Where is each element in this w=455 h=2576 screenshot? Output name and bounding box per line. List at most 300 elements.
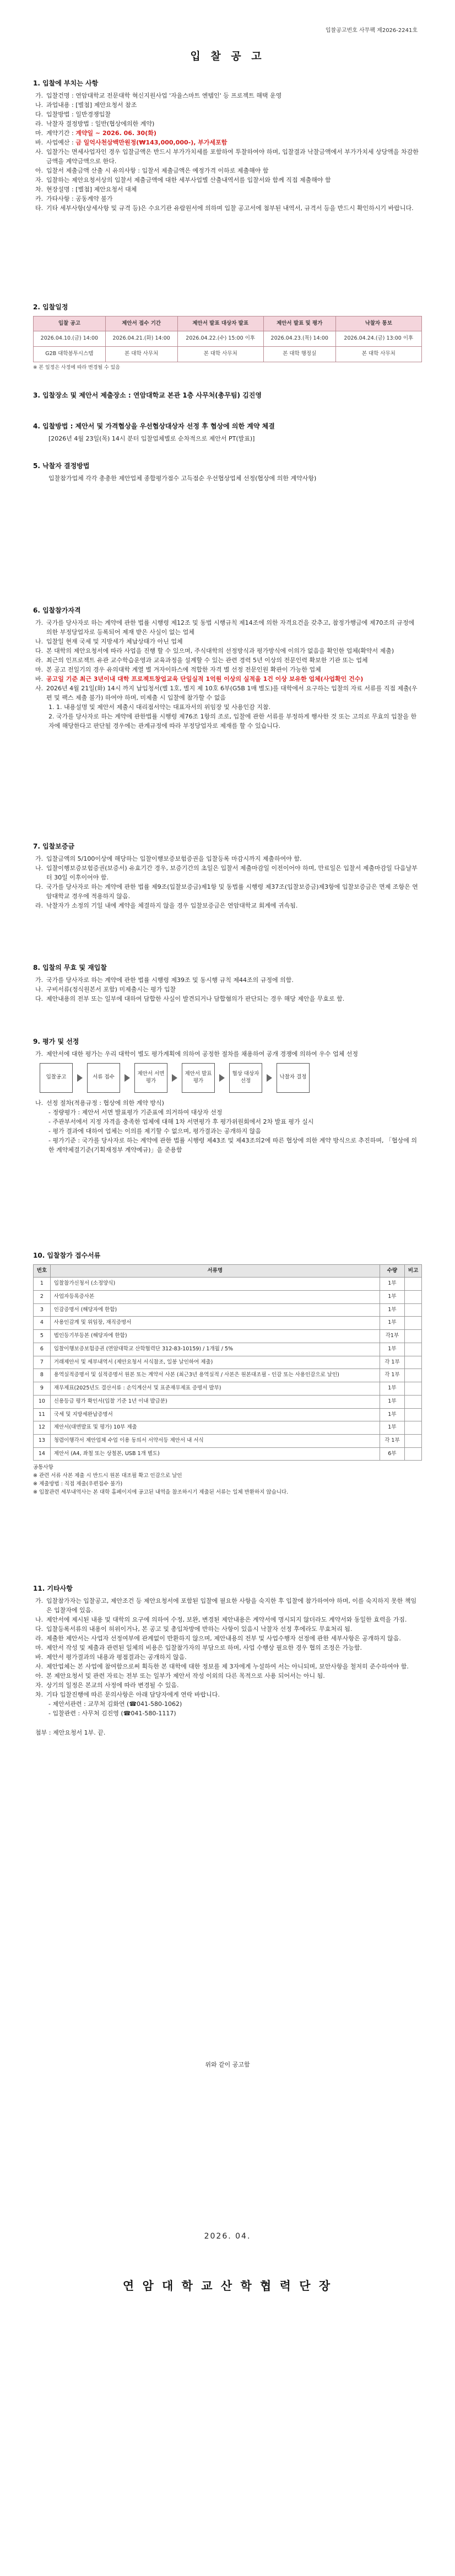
table-cell: 신용등급 평가 확인서(입찰 기준 1년 이내 발급분) [50,1395,380,1408]
item-body: 입찰참가자는 입찰공고, 제안조건 등 제안요청서에 포함된 입찰에 필요한 사항을 숙지한 후 입찰에 참가하여야 하며, 이를 숙지하지 못한 책임은 입찰자에 있음. [46,1597,417,1614]
list-item [33,166,422,175]
item-marker: 사. [35,1662,44,1670]
item-text [46,656,422,665]
item-body: 입찰서 제출금액 산출 시 유의사항 : 입찰서 제출금액은 예정가격 이하로 제출해야 함 [46,167,269,174]
schedule-table [33,316,422,362]
section-schedule [33,302,422,372]
table-cell: 각 1부 [380,1356,405,1369]
item-marker: 나. [35,1099,44,1107]
page-title: 입 찰 공 고 [190,50,265,62]
item-text [46,1098,422,1108]
item-body: 현장설명 : [별첨] 제안요청서 대체 [46,186,137,194]
table-row [34,1395,422,1408]
item-text [46,194,422,203]
schedule-cell: 2026.04.10.(금) 14:00 [34,331,106,347]
section-invalid [33,963,422,1003]
flow-arrow-icon [77,1074,83,1082]
item-body: 본 공고 전일기의 경우 유의대학 계열 별 겨자이하스에 적합한 자격 별 선정 전문인원 확관이 가능한 업체 [46,666,321,673]
list-item [33,110,422,119]
table-row [34,1343,422,1356]
table-cell: 법인등기부등본 (해당자에 한함) [50,1330,380,1343]
list-subitem: 2. 국가를 당사자로 하는 계약에 관한법률 시행령 제76조 1항의 조로, 입찰에 관한 서류를 부정하게 행사한 것 또는 고의로 무효의 입찰을 한 자에 해당한다고 판단될 경우에는 관계규정에 따라 부정당업자로 제재를 할 수 있습니다. [48,713,417,730]
item-body: 제안서에 대한 평가는 우리 대학이 별도 평가계획에 의하여 공정한 절차를 채용하여 공개 경쟁에 의하여 우수 업체 선정 [46,1050,358,1058]
section-heading: 3. 입찰장소 및 제안서 제출장소 : 연암대학교 본관 1층 사무처(총무팀) 김진영 [33,391,262,399]
item-text [46,1596,422,1615]
documents-column-header: 서류명 [50,1264,380,1278]
item-text [46,901,422,910]
list-item [33,985,422,994]
section-heading: 1. 입찰에 부치는 사항 [33,79,99,87]
table-cell: 사업자등록증사본 [50,1291,380,1304]
item-text [46,863,422,882]
table-row [34,1317,422,1330]
flow-step: 입찰공고 [40,1063,73,1093]
table-cell [405,1369,422,1382]
item-marker: 바. [35,138,44,146]
list-item [33,975,422,985]
list-item [33,901,422,910]
item-marker: 마. [35,1644,44,1651]
item-marker: 라. [35,656,44,664]
item-text [46,618,422,637]
list-item [33,618,422,637]
item-marker: 나. [35,985,44,993]
list-item [33,203,422,213]
table-row [34,1278,422,1291]
table-cell: 거래제안서 및 세부내역서 (제안요청서 서식참조, 일봉 날인하여 제출) [50,1356,380,1369]
item-body: 제안내용의 전부 또는 일부에 대하여 담합한 사실이 발견되거나 담합혐의가 판단되는 경우 해당 제안을 무효로 함. [46,995,345,1002]
item-marker: 라. [35,120,44,127]
section-heading: 11. 기타사항 [33,1585,73,1592]
item-text [46,1652,422,1662]
schedule-note: ※ 본 일정은 사정에 따라 변경될 수 있음 [33,364,120,371]
schedule-cell: 본 대학 사무처 [105,347,177,362]
list-item [33,1615,422,1624]
flow-arrow-icon [267,1074,272,1082]
item-body: 기타 입찰진행에 따른 문의사항은 아래 담당자에게 연락 바랍니다. [46,1691,220,1699]
flow-arrow-icon [219,1074,225,1082]
section-heading: 7. 입찰보증금 [33,842,75,850]
table-cell [405,1382,422,1396]
schedule-cell: 본 대학 사무처 [177,347,263,362]
list-item [33,1643,422,1652]
table-row [34,1356,422,1369]
item-body: 사업예산 : [46,138,76,146]
item-marker: 나. [35,637,44,645]
section-method [33,421,422,443]
list-item [33,1652,422,1662]
table-cell: 재무제표(2025년도 결산서류 : 손익계산서 및 표준재무제표 증명서 발부) [50,1382,380,1396]
table-row [34,1291,422,1304]
item-body: 국가를 당사자로 하는 계약에 관한 법률 시행령 제12조 및 동법 시행규칙 제14조에 의한 자격요건을 갖추고, 참정가행금에 제70조의 규정에 의한 부정당업자로 등록되어 제재 받은 사실이 없는 업체 [46,619,415,636]
item-text [46,674,422,684]
item-body: 제출한 제안서는 사업자 선정여부에 관계없이 반환하지 않으며, 제안내용의 전부 및 사업수행자 선정에 관한 세부사항은 공개하지 않음. [46,1634,401,1642]
list-item [33,1671,422,1681]
schedule-cell: 2026.04.22.(수) 15:00 이후 [177,331,263,347]
item-marker: 아. [35,167,44,174]
table-cell: 청렴이행각서 제안업체 수업 이용 동의서 서약서등 제안서 내 서식 [50,1434,380,1447]
list-subitem: - 제안서관련 : 교무처 김화연 (☎041-580-1062) [48,1700,182,1708]
item-marker: 다. [35,110,44,118]
documents-note: 공통사항 [33,1464,53,1471]
item-body: 선정 절차(적용규정 : 협상에 의한 계약 방식) [46,1099,164,1107]
item-body: 입찰금액의 5/100이상에 해당하는 입찰이행보증보험증권을 입찰등록 마감시까지 제출하여야 함. [46,855,302,862]
item-marker: 아. [35,1672,44,1679]
item-body: 상기의 일정은 본교의 사정에 따라 변경될 수 있음. [46,1682,179,1689]
table-cell: 제안서(대면발표 및 평가) 10부 제출 [50,1421,380,1435]
list-item [33,1596,422,1615]
item-text [46,1662,422,1671]
table-cell [405,1330,422,1343]
table-cell [405,1291,422,1304]
item-marker: 마. [35,666,44,673]
table-row [34,1447,422,1461]
evaluation-flow [40,1063,422,1093]
section-heading: 9. 평가 및 선정 [33,1038,79,1045]
table-cell: 1부 [380,1291,405,1304]
table-cell: 입찰이행보증보험증권 (연암대학교 산학협력단 312-83-10159) / 1개월 / 5% [50,1343,380,1356]
item-text [46,1615,422,1624]
list-item [33,194,422,203]
list-subitem: - 평가기준 : 국가를 당사자로 하는 계약에 관한 법률 시행령 제43조 및 제43조의2에 따른 협상에 의한 계약 방식으로 추진하며, 「협상에 의한 계약체결기준(기획재정부 계약예규)」을 준용함 [48,1136,418,1153]
item-marker: 카. [35,195,44,203]
section-eligibility [33,605,422,731]
item-text [46,975,422,985]
section-heading: 4. 입찰방법 : 제안서 및 가격협상을 우선협상대상자 선정 후 협상에 의한 계약 체결 [33,422,275,430]
table-cell [405,1343,422,1356]
table-row [34,1369,422,1382]
table-cell: 11 [34,1408,51,1421]
list-item [33,994,422,1003]
item-text [46,637,422,646]
list-item [33,1634,422,1643]
item-marker: 가. [35,1050,44,1058]
table-cell: 4 [34,1317,51,1330]
list-item [33,646,422,656]
item-body: 기타 세부사항(상세사항 및 규격 등)은 수요기관 유람원서에 의하며 입찰 공고서에 첨부된 내역서, 규격서 등을 반드시 확인하시기 바랍니다. [46,205,414,212]
table-row [34,1421,422,1435]
item-marker: 가. [35,619,44,626]
table-row [34,1330,422,1343]
item-body: 낙찰자가 소정의 기일 내에 계약을 체결하지 않을 경우 입찰보증금은 연암대학교 회계에 귀속됨. [46,901,298,909]
item-text [46,100,422,110]
list-item [33,1049,422,1059]
item-body: 제안서 작성 및 제출과 관련된 일체의 비용은 입찰참가자의 부담으로 하며, 사업 수행상 필요한 경우 협의 조정은 가능함. [46,1644,362,1651]
item-marker: 사. [35,684,44,692]
item-marker: 다. [35,883,44,890]
item-text [46,985,422,994]
table-cell: 각 1부 [380,1369,405,1382]
item-body: 국가를 당사자로 하는 계약에 관한 법률 제9조(입찰보증금)제1항 및 동법률 시행령 제37조(입찰보증금)제3항에 입찰보증금은 면제 조항은 연암대학교 경우에 적용하지 않음. [46,883,418,900]
item-body: 본 대학의 제안요청서에 따라 사업을 진행 할 수 있으며, 주식대학의 선정방식과 평가방식에 이의가 없음을 확인한 업체(확약서 제출) [46,647,394,654]
item-text [46,1681,422,1690]
schedule-cell: 2026.04.24.(금) 13:00 이후 [335,331,421,347]
list-subitem: - 주관부서에서 지정 자격을 충족한 업체에 대해 1차 서면평가 후 평가위원회에서 2차 발표 평가 실시 [48,1118,314,1125]
list-item [33,656,422,665]
item-text [46,119,422,128]
item-text [46,1624,422,1634]
item-body: 과업내용 : [별첨] 제안요청서 참조 [46,101,137,109]
item-marker: 나. [35,864,44,872]
list-item [33,91,422,100]
item-marker: 가. [35,976,44,984]
item-marker: 나. [35,1616,44,1623]
table-cell: 1 [34,1278,51,1291]
item-text [46,882,422,901]
table-cell: 사용인감계 및 위임장, 재직증명서 [50,1317,380,1330]
table-cell: 10 [34,1395,51,1408]
table-cell: 13 [34,1434,51,1447]
table-cell: 1부 [380,1408,405,1421]
item-highlight: 금 일억사천삼백만원정(₩143,000,000-), 부가세포함 [75,138,228,146]
section-evaluation [33,1037,422,1155]
item-text [46,1671,422,1681]
table-cell: 1부 [380,1343,405,1356]
table-row [34,1408,422,1421]
list-item [33,863,422,882]
section-bid-items [33,78,422,213]
item-marker: 사. [35,148,44,155]
item-text [46,1634,422,1643]
flow-step: 낙찰자 결정 [277,1063,310,1093]
schedule-cell: G2B 대학봉투시스템 [34,347,106,362]
item-text [46,203,422,213]
schedule-cell: 2026.04.23.(목) 14:00 [263,331,335,347]
item-text [46,854,422,863]
table-cell [405,1421,422,1435]
list-item [33,119,422,128]
attachment-line: 첨부 : 제안요청서 1부. 끝. [35,1729,106,1737]
item-body: 제안업체는 본 사업에 참여함으로써 획득한 본 대학에 대한 정보를 제 3자에게 누설하여 서는 아니되며, 보안사항을 철저히 준수하여야 함. [46,1662,409,1670]
item-marker: 차. [35,186,44,194]
item-body: 입찰가는 면세사업자인 경우 입찰금액은 반드시 부가가치세를 포함하여 투찰하여야 하며, 입찰결과 낙찰금액에서 부가가치세 상당액을 차감한 금액을 계약금액으로 한다. [46,148,419,165]
list-item [33,882,422,901]
section-deposit [33,841,422,910]
table-cell: 입찰참가신청서 (소정양식) [50,1278,380,1291]
item-text [46,684,422,702]
item-body: 계약기간 : [46,129,76,137]
item-marker: 차. [35,1691,44,1699]
list-item [33,1098,422,1108]
documents-table [33,1264,422,1461]
flow-step: 서류 접수 [87,1063,120,1093]
table-cell: 1부 [380,1303,405,1317]
table-row [34,1382,422,1396]
item-text [46,646,422,656]
item-body: 가타사항 : 공동계약 불가 [46,195,113,203]
item-marker: 나. [35,101,44,109]
table-cell: 5 [34,1330,51,1343]
flow-step: 제안서 서면 평가 [134,1063,167,1093]
section-winner [33,461,422,483]
section-heading: 2. 입찰일정 [33,303,68,311]
item-text [46,994,422,1003]
table-cell: 1부 [380,1382,405,1396]
item-text [46,1690,422,1699]
issuer-name: 연 암 대 학 교 산 학 협 력 단 장 [122,2279,333,2293]
closing-text: 위와 같이 공고함 [205,2061,250,2068]
table-cell: 인감증명서 (해당자에 한함) [50,1303,380,1317]
schedule-cell: 2026.04.21.(화) 14:00 [105,331,177,347]
method-detail: [2026년 4월 23일(목) 14시 분터 입찰업체별로 순차적으로 제안서 PT(발표)] [48,434,255,442]
item-text [46,91,422,100]
item-marker: 다. [35,995,44,1002]
schedule-column-header: 제안서 발표 및 평가 [263,316,335,331]
item-body: 입찰하는 제안요청서상의 입찰서 제출금액에 대한 세부사업별 산출내역서를 입찰서와 함께 직접 제출해야 함 [46,176,331,184]
item-text [46,147,422,166]
list-item [33,128,422,138]
table-cell [405,1434,422,1447]
list-subitem: - 정량평가 : 제안서 서면 발표평가 기준표에 의거하여 대상자 선정 [48,1108,223,1116]
item-marker: 바. [35,1653,44,1661]
item-highlight: 공고일 기준 최근 3년이내 대학 프로젝트창업교육 단일실적 1억원 이상의 실적을 1건 이상 보유한 업체(사업확인 건수) [46,675,364,683]
list-item [33,147,422,166]
item-body: 낙찰자 결정방법 : 일반(협상에의한 계약) [46,120,155,127]
list-item [33,1624,422,1634]
table-cell [405,1317,422,1330]
table-cell [405,1356,422,1369]
list-item [33,684,422,702]
documents-note: ※ 제출방법 : 직접 제출(우편접수 불가) [33,1480,123,1487]
flow-arrow-icon [172,1074,177,1082]
item-marker: 마. [35,129,44,137]
schedule-column-header: 입찰 공고 [34,316,106,331]
table-cell [405,1408,422,1421]
schedule-column-header: 제안서 접수 기간 [105,316,177,331]
item-marker: 다. [35,1625,44,1633]
item-body: 본 제안요청서 및 관련 자료는 전부 또는 일부가 제안서 작성 이외의 다른 목적으로 사용 되어서는 아니 됨. [46,1672,325,1679]
table-cell: 각 1부 [380,1434,405,1447]
schedule-cell: 본 대학 사무처 [335,347,421,362]
section-misc [33,1584,422,1737]
item-body: 2026년 4월 21일(화) 14시 까지 납입청서(별 1호, 별지 제 10호 6부(G5B 1매 별도)를 대학에서 요구하는 입찰의 자료 서류를 직접 제출(우편 및 팩스 제출 불가) 하여야 하며, 미제출 시 입찰에 참가할 수 없음 [46,684,418,701]
section-heading: 10. 입찰참가 접수서류 [33,1252,101,1259]
documents-column-header: 비고 [405,1264,422,1278]
item-text [46,110,422,119]
documents-column-header: 번호 [34,1264,51,1278]
item-highlight: 계약일 ~ 2026. 06. 30(화) [75,129,156,137]
item-body: 최근의 인프로젝트 유관 교수학습운영과 교육과정을 설계할 수 있는 관련 경력 5년 이상의 전문인력 확보한 기관 또는 업체 [46,656,368,664]
winner-detail: 입찰참가업체 각각 총총한 제안업체 종합평가점수 고득점순 우선협상업체 선정(협상에 의한 계약사항) [48,474,317,482]
table-cell: 2 [34,1291,51,1304]
table-cell: 7 [34,1356,51,1369]
list-item [33,665,422,674]
table-cell: 14 [34,1447,51,1461]
list-item [33,1662,422,1671]
table-cell: 1부 [380,1421,405,1435]
item-text [46,138,422,147]
table-cell: 1부 [380,1395,405,1408]
table-cell: 3 [34,1303,51,1317]
announcement-date: 2026. 04. [204,2232,251,2241]
list-item [33,185,422,194]
list-item [33,1681,422,1690]
item-body: 입찰일 현재 국세 및 지방세가 체납상태가 아닌 업체 [46,637,183,645]
documents-note: ※ 입찰관련 세부내역사는 본 대학 홈페이지에 공고된 내역을 참조하시기 제출된 서류는 일체 반환하지 않습니다. [33,1489,289,1495]
list-subitem: - 평가 결과에 대하여 업체는 이의를 제기할 수 없으며, 평가결과는 공개하지 않음 [48,1127,261,1135]
item-marker: 자. [35,176,44,184]
table-cell: 12 [34,1421,51,1435]
item-text [46,128,422,138]
section-location [33,390,422,403]
table-cell: 9 [34,1382,51,1396]
list-item [33,1690,422,1699]
table-cell [405,1447,422,1461]
flow-step: 협상 대상자 선정 [229,1063,262,1093]
section-heading: 8. 입찰의 무효 및 재입찰 [33,964,107,972]
item-marker: 가. [35,92,44,99]
item-marker: 바. [35,675,44,683]
section-documents [33,1251,422,1496]
item-body: 제안서에 제시된 내용 및 대학의 요구에 의하여 수정, 보완, 변경된 제안내용은 계약서에 명시되지 않더라도 계약서와 동일한 효력을 가짐. [46,1616,407,1623]
table-cell [405,1395,422,1408]
item-marker: 가. [35,855,44,862]
item-text [46,185,422,194]
documents-column-header: 수량 [380,1264,405,1278]
schedule-column-header: 제안서 발표 대상자 발표 [177,316,263,331]
schedule-column-header: 낙찰자 통보 [335,316,421,331]
list-item [33,637,422,646]
flow-arrow-icon [124,1074,130,1082]
table-row [34,1434,422,1447]
list-item [33,674,422,684]
item-marker: 자. [35,1682,44,1689]
item-body: 국가를 당사자로 하는 계약에 관한 법률 시행령 제39조 및 동시행 규칙 제44조의 규정에 의함. [46,976,294,984]
item-marker: 다. [35,647,44,654]
table-cell: 1부 [380,1317,405,1330]
item-body: 입찰이행보증보험증권(보증서) 유효기간 경우, 보증기간의 초일은 입찰서 제출마감일 이전이어야 하며, 만료일은 입찰서 제출마감일 다음날부터 30일 이후이어야 함. [46,864,418,881]
documents-note: ※ 관련 서류 사본 제출 시 반드시 원본 대조필 확고 인감으로 날인 [33,1473,182,1479]
table-cell: 8 [34,1369,51,1382]
item-body: 입찰건명 : 연암대학교 전문대학 혁신지원사업 '자율스마트 엔템인' 등 프로젝트 해택 운영 [46,92,282,99]
list-subitem: 1. 1. 내용설명 및 제안서 제출시 대리점서약는 대표자서의 위임장 및 사용인감 지참. [48,704,270,711]
list-item [33,854,422,863]
item-body: 구비서류(정식원본서 포함) 미제출시는 평가 입찰 [46,985,176,993]
section-heading: 6. 입찰참가자격 [33,607,81,614]
table-cell: 6부 [380,1447,405,1461]
item-text [46,175,422,185]
item-body: 입찰방법 : 일반경쟁입찰 [46,110,111,118]
schedule-cell: 본 대학 행정실 [263,347,335,362]
list-subitem: - 입찰관련 : 사무처 김진영 (☎041-580-1117) [48,1710,176,1718]
item-body: 입찰등록서류의 내용이 허위이거나, 본 공고 및 총입차방에 반하는 사항이 있음시 낙찰자 선정 후에라도 무효처리 됨. [46,1625,353,1633]
flow-step: 제안서 발표 평가 [182,1063,215,1093]
item-text [46,1049,422,1059]
table-cell [405,1303,422,1317]
item-marker: 라. [35,901,44,909]
table-cell: 용역실적증명서 및 실적증명서 원본 또는 계약서 사본 (최근3년 용역실적 / 사본은 원본대조필 - 인감 또는 사용인감으로 날인) [50,1369,380,1382]
table-cell: 1부 [380,1278,405,1291]
item-body: 제안서 평가결과의 내용과 평점결과는 공개하지 않음. [46,1653,187,1661]
section-heading: 5. 낙찰자 결정방법 [33,462,90,470]
list-item [33,175,422,185]
item-text [46,1643,422,1652]
item-marker: 라. [35,1634,44,1642]
document-number: 입찰공고번호 사무팩 제2026-2241호 [325,28,418,34]
item-marker: 타. [35,205,44,212]
list-item [33,100,422,110]
item-text [46,665,422,674]
table-cell: 제안서 (A4, 좌철 또는 상철본, USB 1개 별도) [50,1447,380,1461]
table-cell: 각1부 [380,1330,405,1343]
item-text [46,166,422,175]
table-cell [405,1278,422,1291]
table-cell: 국세 및 지방세완납증명서 [50,1408,380,1421]
item-marker: 가. [35,1597,44,1604]
table-cell: 6 [34,1343,51,1356]
list-item [33,138,422,147]
table-row [34,1303,422,1317]
